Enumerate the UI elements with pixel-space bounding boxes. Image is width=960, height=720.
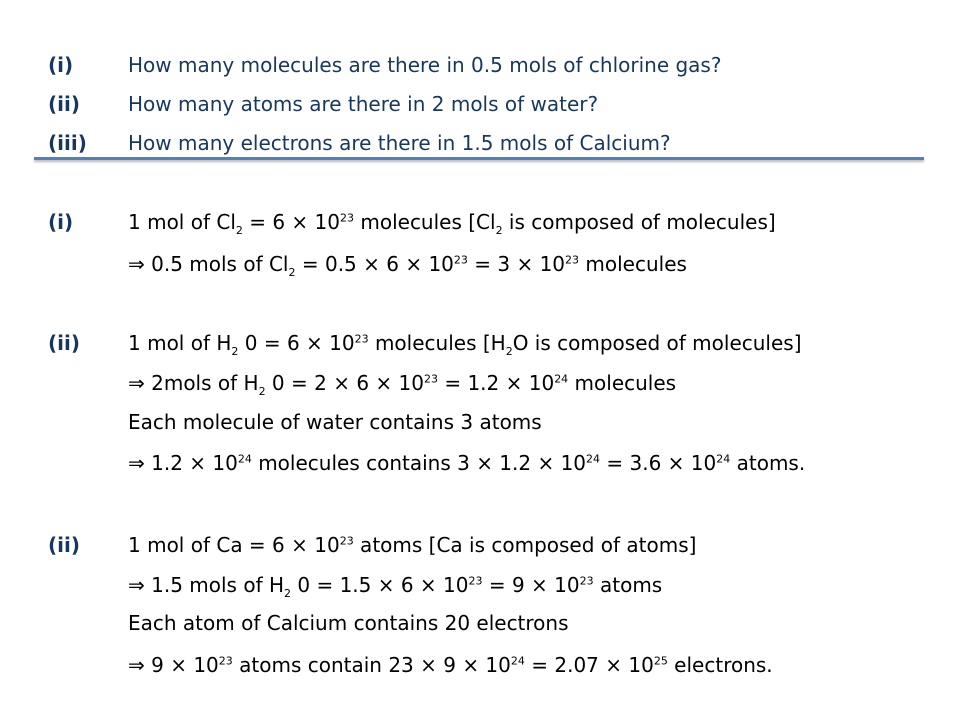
answer-equation: ⇒ $9 \times 10^{23}$ atoms contain $23 \times 9 \times 10^{24} = 2.07 \times 10^{25}$ electrons.	[128, 653, 773, 677]
question-text: How many molecules are there in 0.5 mols of chlorine gas?	[128, 53, 722, 77]
section-divider	[34, 157, 924, 160]
question-1	[0, 50, 960, 80]
answer-statement: Each molecule of water contains 3 atoms	[128, 410, 542, 434]
answer-1-line-1	[0, 207, 960, 237]
answer-label: (i)	[48, 210, 74, 234]
answer-3-line-1	[0, 530, 960, 560]
answer-label: (ii)	[48, 331, 80, 355]
answer-equation: 1 mol of $Ca = 6 \times 10^{23}$ atoms [Ca is composed of atoms]	[128, 533, 697, 557]
question-label: (iii)	[48, 131, 87, 155]
question-2	[0, 89, 960, 119]
answer-3-line-2	[0, 570, 960, 600]
answer-3-line-3	[0, 608, 960, 638]
answer-label: (ii)	[48, 533, 80, 557]
answer-2-line-4	[0, 448, 960, 478]
answer-2-line-1	[0, 328, 960, 358]
answer-equation: 1 mol of $Cl_2 = 6 \times 10^{23}$ molecules [$Cl_2$ is composed of molecules]	[128, 210, 776, 237]
question-text: How many electrons are there in 1.5 mols of Calcium?	[128, 131, 671, 155]
question-3	[0, 128, 960, 158]
question-label: (i)	[48, 53, 74, 77]
answer-equation: 1 mol of $H_2$ $0 = 6 \times 10^{23}$ molecules [$H_2O$ is composed of molecules]	[128, 331, 802, 358]
question-label: (ii)	[48, 92, 80, 116]
answer-3-line-4	[0, 650, 960, 680]
answer-equation: ⇒ 2mols of $H_2$ $0 = 2 \times 6 \times 10^{23} = 1.2 \times 10^{24}$ molecules	[128, 371, 677, 398]
answer-equation: ⇒ 1.5 mols of $H_2$ $0 = 1.5 \times 6 \times 10^{23} = 9 \times 10^{23}$ atoms	[128, 573, 663, 600]
answer-1-line-2	[0, 249, 960, 279]
question-text: How many atoms are there in 2 mols of water?	[128, 92, 599, 116]
answer-2-line-2	[0, 368, 960, 398]
answer-2-line-3	[0, 407, 960, 437]
answer-equation: ⇒ 0.5 mols of $Cl_2 = 0.5 \times 6 \times 10^{23} = 3 \times 10^{23}$ molecules	[128, 252, 687, 279]
answer-equation: ⇒ $1.2 \times 10^{24}$ molecules contains $3 \times 1.2 \times 10^{24} = 3.6 \times 10^{24}$ atoms.	[128, 451, 806, 475]
answer-statement: Each atom of Calcium contains 20 electrons	[128, 611, 569, 635]
